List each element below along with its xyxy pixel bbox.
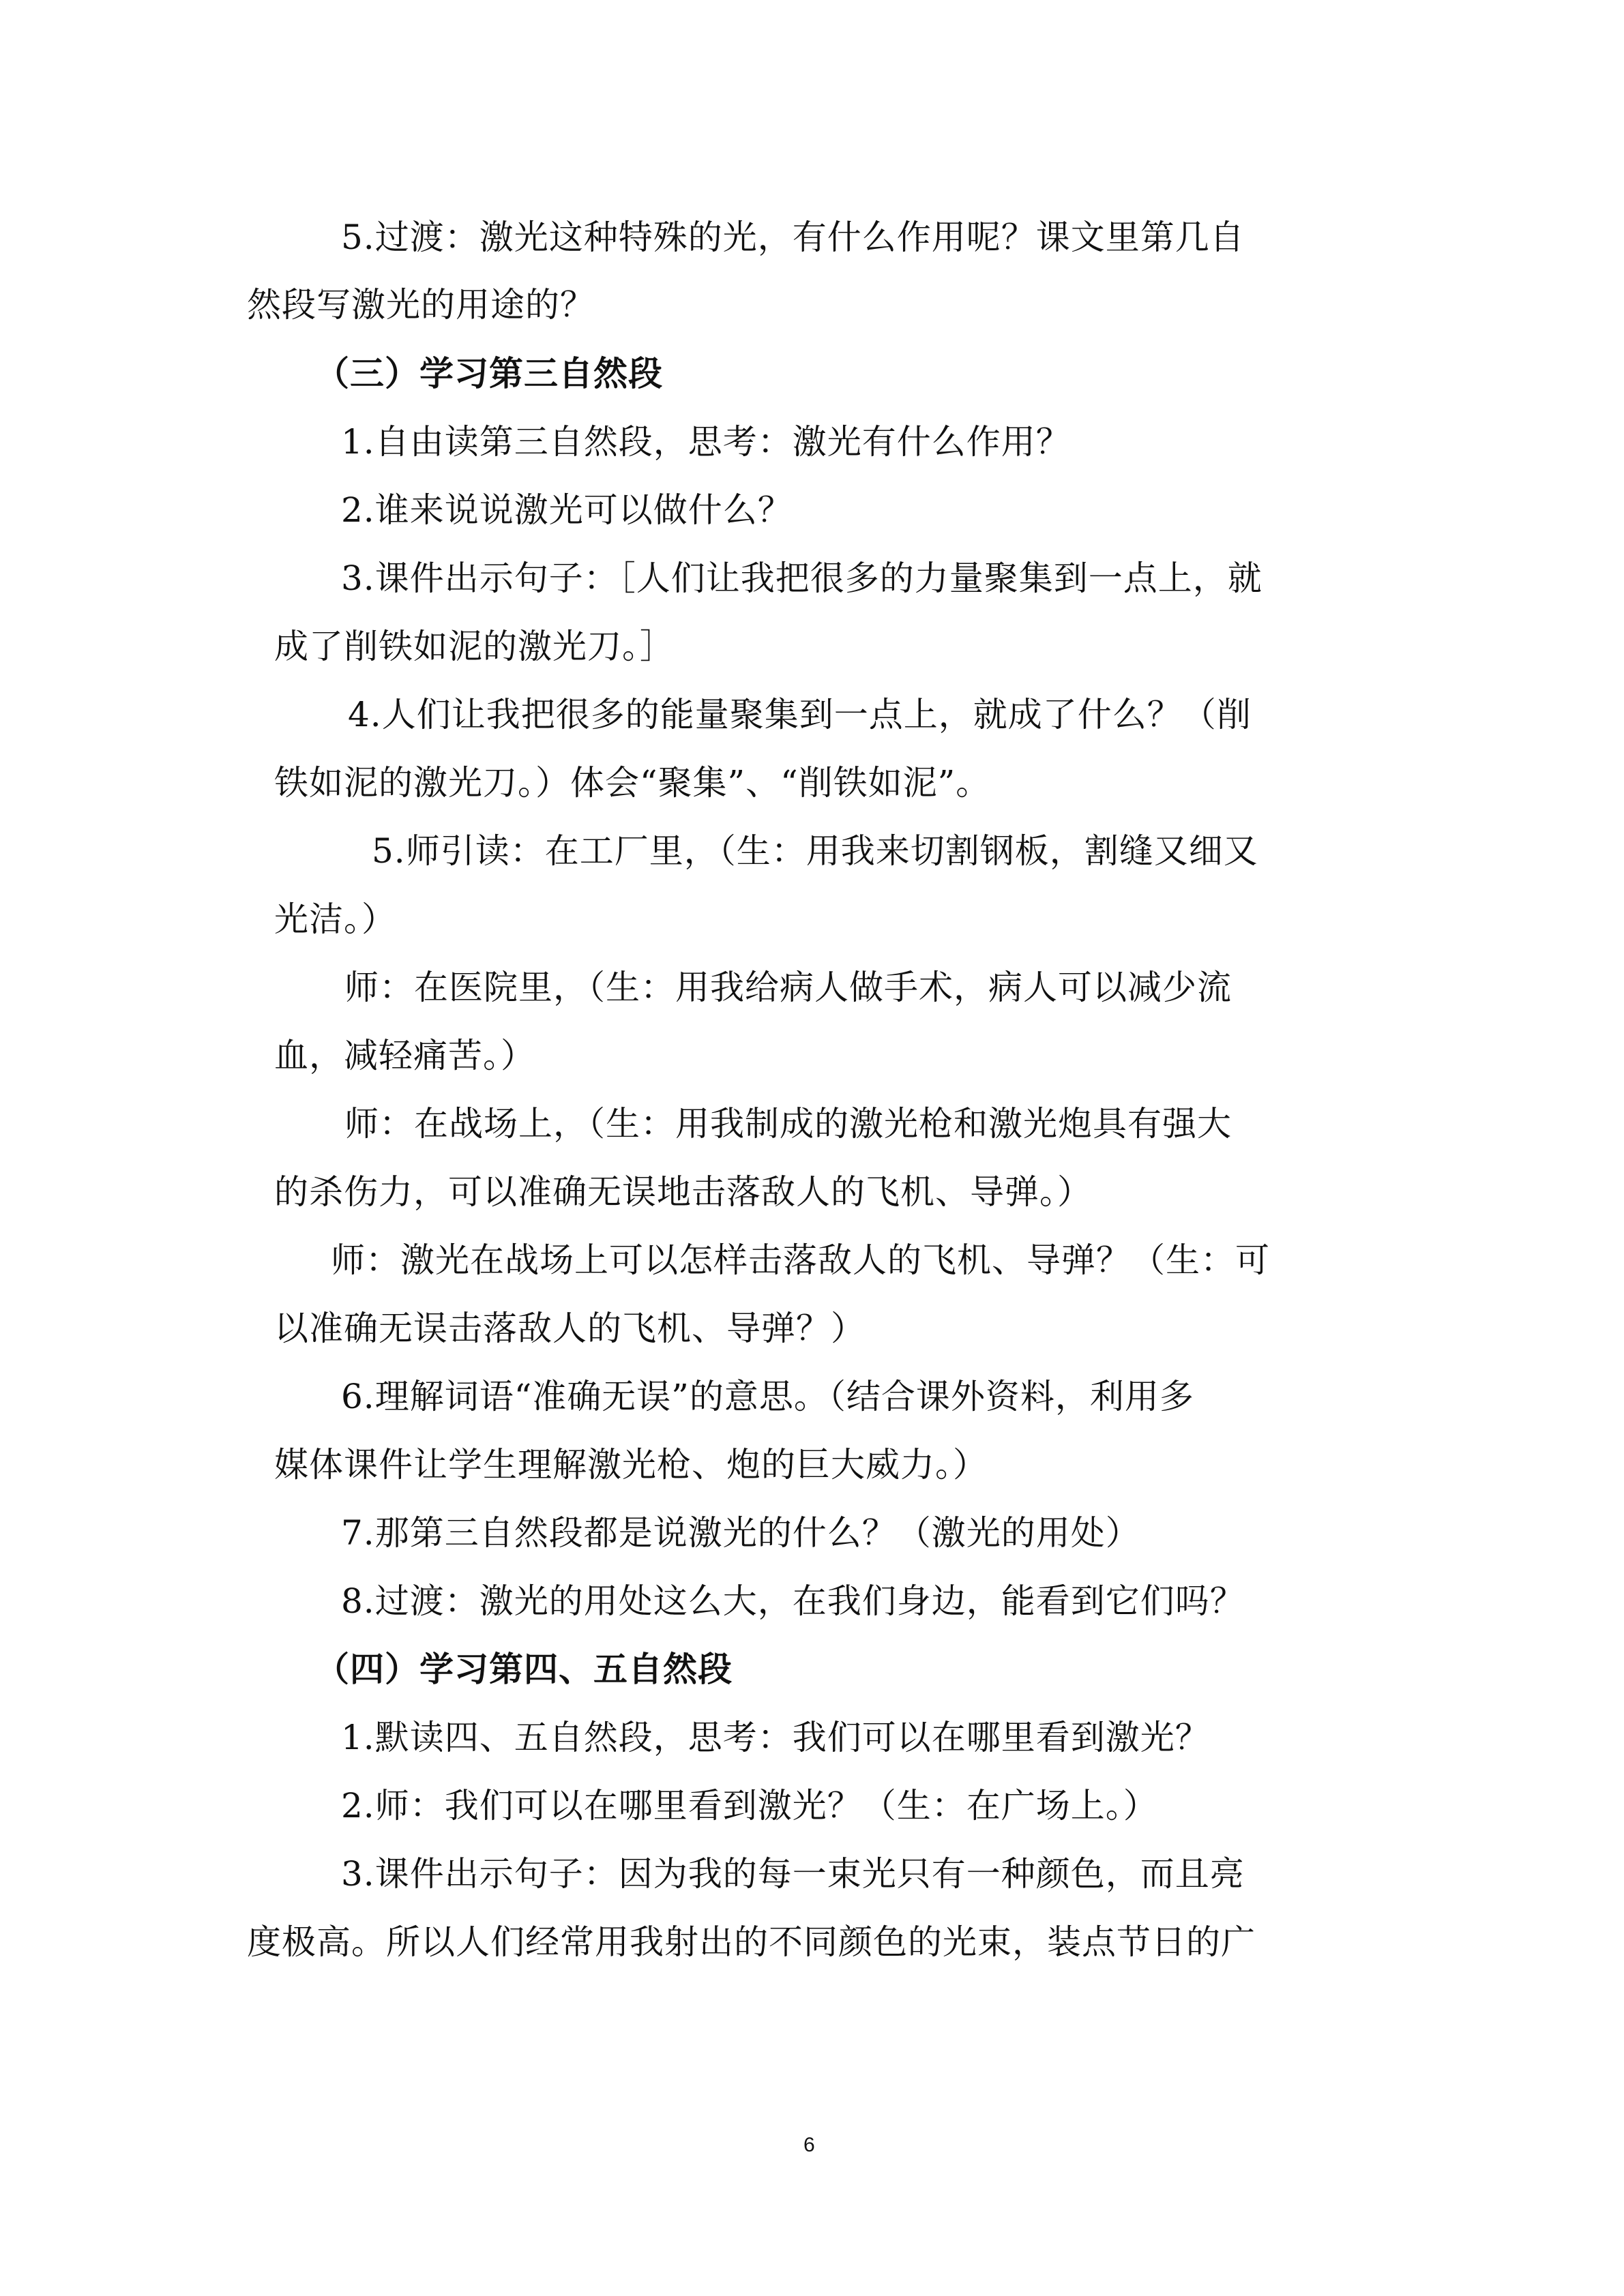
paragraph-line: 8.过渡：激光的用处这么大，在我们身边，能看到它们吗？	[341, 1581, 1245, 1621]
paragraph-line: 2.师：我们可以在哪里看到激光？（生：在广场上。）	[341, 1786, 1158, 1825]
paragraph-line: 5.师引读：在工厂里，（生：用我来切割钢板，割缝又细又	[372, 831, 1258, 871]
paragraph-line: 5.过渡：激光这种特殊的光，有什么作用呢？课文里第几自	[341, 218, 1245, 257]
paragraph-line: 媒体课件让学生理解激光枪、炮的巨大威力。）	[274, 1445, 988, 1485]
paragraph-line: 6.理解词语“准确无误”的意思。（结合课外资料，利用多	[341, 1377, 1194, 1416]
paragraph-line: 3.课件出示句子：［人们让我把很多的力量聚集到一点上，就	[341, 558, 1263, 598]
paragraph-line: 然段写激光的用途的？	[247, 285, 595, 325]
page-number: 6	[803, 2134, 815, 2156]
section-heading-3: （三）学习第三自然段	[315, 354, 663, 393]
paragraph-line: 度极高。所以人们经常用我射出的不同颜色的光束，装点节日的广	[247, 1922, 1256, 1962]
paragraph-line: 4.人们让我把很多的能量聚集到一点上，就成了什么？（削	[348, 695, 1252, 734]
paragraph-line: 7.那第三自然段都是说激光的什么？（激光的用处）	[341, 1513, 1140, 1553]
section-heading-4: （四）学习第四、五自然段	[315, 1650, 733, 1689]
paragraph-line: 的杀伤力，可以准确无误地击落敌人的飞机、导弹。）	[274, 1172, 1092, 1212]
paragraph-line: 1.默读四、五自然段，思考：我们可以在哪里看到激光？	[341, 1718, 1210, 1757]
paragraph-line: 3.课件出示句子：因为我的每一束光只有一种颜色，而且亮	[341, 1854, 1245, 1894]
paragraph-line: 2.谁来说说激光可以做什么？	[341, 490, 793, 530]
paragraph-line: 以准确无误击落敌人的飞机、导弹？）	[274, 1309, 866, 1348]
paragraph-line: 师：在战场上，（生：用我制成的激光枪和激光炮具有强大	[344, 1104, 1232, 1144]
paragraph-line: 师：激光在战场上可以怎样击落敌人的飞机、导弹？（生：可	[331, 1240, 1270, 1280]
paragraph-line: 成了削铁如泥的激光刀。］	[274, 627, 675, 666]
paragraph-line: 光洁。）	[274, 899, 396, 939]
paragraph-line: 血，减轻痛苦。）	[274, 1036, 535, 1075]
paragraph-line: 铁如泥的激光刀。）体会“聚集”、“削铁如泥”。	[274, 763, 991, 803]
paragraph-line: 1.自由读第三自然段，思考：激光有什么作用？	[341, 422, 1071, 462]
paragraph-line: 师：在医院里，（生：用我给病人做手术，病人可以减少流	[344, 968, 1232, 1007]
